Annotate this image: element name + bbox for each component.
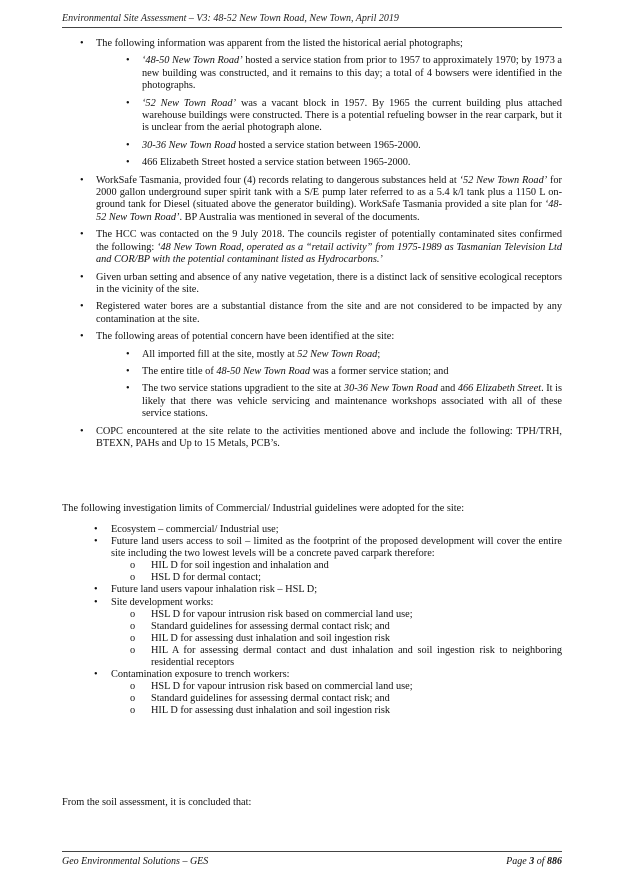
circle-bullet-icon: o xyxy=(130,705,136,717)
bullet-icon: • xyxy=(94,584,98,596)
list-item: • 30-36 New Town Road hosted a service station between 1965-2000. xyxy=(126,139,421,151)
bullet-icon: • xyxy=(80,425,84,437)
circle-bullet-icon: o xyxy=(130,681,136,693)
bullet-icon: • xyxy=(80,271,84,283)
bullet-icon: • xyxy=(126,365,130,377)
bullet-icon: • xyxy=(126,55,130,67)
list-item: o HIL D for soil ingestion and inhalation and xyxy=(130,560,329,572)
bullet-icon: • xyxy=(126,97,130,109)
bullet-icon: • xyxy=(94,596,98,608)
bullet-icon: • xyxy=(80,331,84,343)
circle-bullet-icon: o xyxy=(130,644,136,656)
list-item: o HIL D for assessing dust inhalation and soil ingestion risk xyxy=(130,705,390,717)
bullet-icon: • xyxy=(80,301,84,313)
circle-bullet-icon: o xyxy=(130,572,136,584)
bullet-icon: • xyxy=(94,524,98,535)
bullet-icon: • xyxy=(80,38,84,49)
list-item: • Given urban setting and absence of any native vegetation, there is a distinct lack of sensitive ecological receptors in the vicinity of the site. xyxy=(80,271,562,295)
circle-bullet-icon: o xyxy=(130,632,136,644)
list-item: • ‘52 New Town Road’ was a vacant block in 1957. By 1965 the current building plus attached warehouse buildings were constructed. There is a potential refueling bowser in the rear carpark, but it is unclear from the aerial photograph alone. xyxy=(126,97,562,134)
footer-divider xyxy=(62,851,562,852)
bullet-icon: • xyxy=(94,536,98,548)
list-item: • Ecosystem – commercial/ Industrial use; xyxy=(94,524,279,535)
list-item: • COPC encountered at the site relate to the activities mentioned above and include the following: TPH/TRH, BTEXN, PAHs and Up to 15 Metals, PCB’s. xyxy=(80,425,562,449)
list-item: • ‘48-50 New Town Road’ hosted a service station from prior to 1957 to approximately 1970; by 1973 a new building was constructed, and it remains to this day; a total of 4 bowsers were identified in the photographs. xyxy=(126,55,562,92)
footer-company: Geo Environmental Solutions – GES xyxy=(62,856,209,867)
limits-intro: The following investigation limits of Commercial/ Industrial guidelines were adopted for the site: xyxy=(62,503,465,514)
list-item: • The following information was apparent from the listed the historical aerial photographs; xyxy=(80,38,463,49)
list-item: o Standard guidelines for assessing dermal contact risk; and xyxy=(130,693,390,705)
bullet-icon: • xyxy=(126,139,130,151)
list-item: o HIL A for assessing dermal contact and dust inhalation and soil ingestion risk to neighboring residential receptors xyxy=(130,644,562,669)
circle-bullet-icon: o xyxy=(130,693,136,705)
list-item: • The two service stations upgradient to the site at 30-36 New Town Road and 466 Elizabeth Street. It is likely that there was vehicle servicing and maintenance workshops associated with all of these service stations. xyxy=(126,383,563,420)
list-item: o Standard guidelines for assessing dermal contact risk; and xyxy=(130,620,390,632)
bullet-icon: • xyxy=(94,669,98,681)
list-item: • Future land users vapour inhalation risk – HSL D; xyxy=(94,584,318,596)
list-item: o HSL D for dermal contact; xyxy=(130,572,261,584)
page-number: Page 3 of 886 xyxy=(506,856,562,867)
list-item: • Future land users access to soil – limited as the footprint of the proposed development will cover the entire site including the two lowest levels will be a concrete paved carpark therefore: xyxy=(94,536,562,560)
list-item: • 466 Elizabeth Street hosted a service station between 1965-2000. xyxy=(126,157,411,169)
bullet-icon: • xyxy=(80,229,84,241)
list-item: • Registered water bores are a substantial distance from the site and are not considered to be impacted by any contamination at the site. xyxy=(80,301,562,325)
list-item: o HSL D for vapour intrusion risk based on commercial land use; xyxy=(130,681,413,693)
bullet-icon: • xyxy=(80,174,84,186)
list-item: • The following areas of potential concern have been identified at the site: xyxy=(80,331,395,343)
findings-list xyxy=(78,38,562,455)
conclusion-text: From the soil assessment, it is concluded that: xyxy=(62,797,252,808)
list-item: • The HCC was contacted on the 9 July 2018. The councils register of potentially contaminated sites confirmed the following: ‘48 New Town Road, operated as a “retail activity” from 1975-1989 as Tasmanian Television Ltd and COR/BP with the potential contaminant listed as Hydrocarbons.’ xyxy=(80,229,562,266)
list-item: • WorkSafe Tasmania, provided four (4) records relating to dangerous substances held at ‘52 New Town Road’ for 2000 gallon underground super spirit tank with a S/E pump later referred to as a 5.4 k/l tank plus a 1150 L on-ground tank for Diesel (situated above the generator building). WorkSafe Tasmania provided a site plan for ‘48-52 New Town Road’. BP Australia was mentioned in several of the documents. xyxy=(80,174,562,223)
list-item: o HSL D for vapour intrusion risk based on commercial land use; xyxy=(130,608,413,620)
circle-bullet-icon: o xyxy=(130,560,136,572)
bullet-icon: • xyxy=(126,383,130,395)
bullet-icon: • xyxy=(126,348,130,360)
circle-bullet-icon: o xyxy=(130,608,136,620)
list-item: • Site development works: xyxy=(94,596,214,608)
list-item: • The entire title of 48-50 New Town Road was a former service station; and xyxy=(126,365,449,377)
page-header: Environmental Site Assessment – V3: 48-52 New Town Road, New Town, April 2019 xyxy=(62,13,399,24)
bullet-icon: • xyxy=(126,157,130,169)
list-item: o HIL D for assessing dust inhalation and soil ingestion risk xyxy=(130,632,390,644)
circle-bullet-icon: o xyxy=(130,620,136,632)
list-item: • Contamination exposure to trench workers: xyxy=(94,669,290,681)
list-item: • All imported fill at the site, mostly at 52 New Town Road; xyxy=(126,348,381,360)
header-divider xyxy=(62,27,562,28)
limits-list xyxy=(78,524,562,718)
